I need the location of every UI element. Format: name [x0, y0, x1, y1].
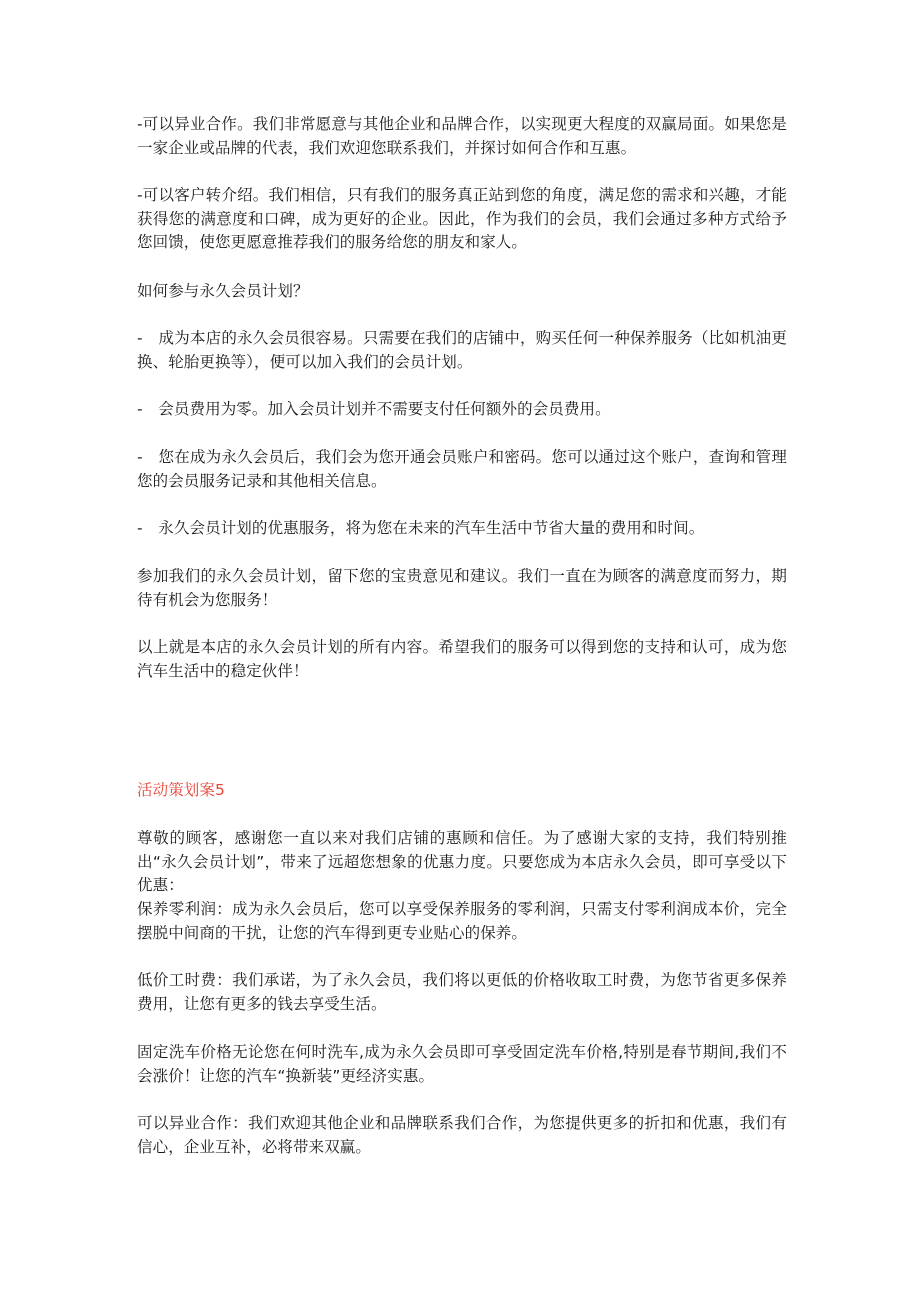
- bullet-savings: - 永久会员计划的优惠服务，将为您在未来的汽车生活中节省大量的费用和时间。: [137, 519, 705, 537]
- bullet-member-account: - 您在成为永久会员后，我们会为您开通会员账户和密码。您可以通过这个账户，查询和管理您的会员服务记录和其他相关信息。: [137, 448, 787, 490]
- section-heading-plan-5: 活动策划案5: [137, 781, 225, 799]
- paragraph-fixed-car-wash: 固定洗车价格无论您在何时洗车,成为永久会员即可享受固定洗车价格,特别是春节期间,我们不会涨价！让您的汽车“换新装”更经济实惠。: [137, 1043, 787, 1085]
- paragraph-zero-profit-maintenance: 保养零利润：成为永久会员后，您可以享受保养服务的零利润，只需支付零利润成本价，完全摆脱中间商的干扰，让您的汽车得到更专业贴心的保养。: [137, 900, 787, 942]
- paragraph-referral: -可以客户转介绍。我们相信，只有我们的服务真正站到您的角度，满足您的需求和兴趣，才能获得您的满意度和口碑，成为更好的企业。因此，作为我们的会员，我们会通过多种方式给予您回馈，使您更愿意推荐我们的服务给您的朋友和家人。: [137, 186, 787, 251]
- paragraph-conclusion: 以上就是本店的永久会员计划的所有内容。希望我们的服务可以得到您的支持和认可，成为您汽车生活中的稳定伙伴！: [137, 638, 787, 680]
- question-how-to-join: 如何参与永久会员计划？: [137, 282, 309, 300]
- paragraph-cross-industry: -可以异业合作。我们非常愿意与其他企业和品牌合作，以实现更大程度的双赢局面。如果您是一家企业或品牌的代表，我们欢迎您联系我们，并探讨如何合作和互惠。: [137, 115, 787, 157]
- paragraph-greeting: 尊敬的顾客，感谢您一直以来对我们店铺的惠顾和信任。为了感谢大家的支持，我们特别推出“永久会员计划”，带来了远超您想象的优惠力度。只要您成为本店永久会员，即可享受以下优惠：: [137, 829, 787, 894]
- paragraph-cross-industry-2: 可以异业合作：我们欢迎其他企业和品牌联系我们合作，为您提供更多的折扣和优惠，我们有信心，企业互补，必将带来双赢。: [137, 1114, 787, 1156]
- paragraph-low-labor-fee: 低价工时费：我们承诺，为了永久会员，我们将以更低的价格收取工时费，为您节省更多保养费用，让您有更多的钱去享受生活。: [137, 971, 787, 1013]
- bullet-zero-fee: - 会员费用为零。加入会员计划并不需要支付任何额外的会员费用。: [137, 400, 611, 418]
- paragraph-feedback: 参加我们的永久会员计划，留下您的宝贵意见和建议。我们一直在为顾客的满意度而努力，期待有机会为您服务！: [137, 567, 787, 609]
- bullet-easy-join: - 成为本店的永久会员很容易。只需要在我们的店铺中，购买任何一种保养服务（比如机油更换、轮胎更换等），便可以加入我们的会员计划。: [137, 329, 787, 371]
